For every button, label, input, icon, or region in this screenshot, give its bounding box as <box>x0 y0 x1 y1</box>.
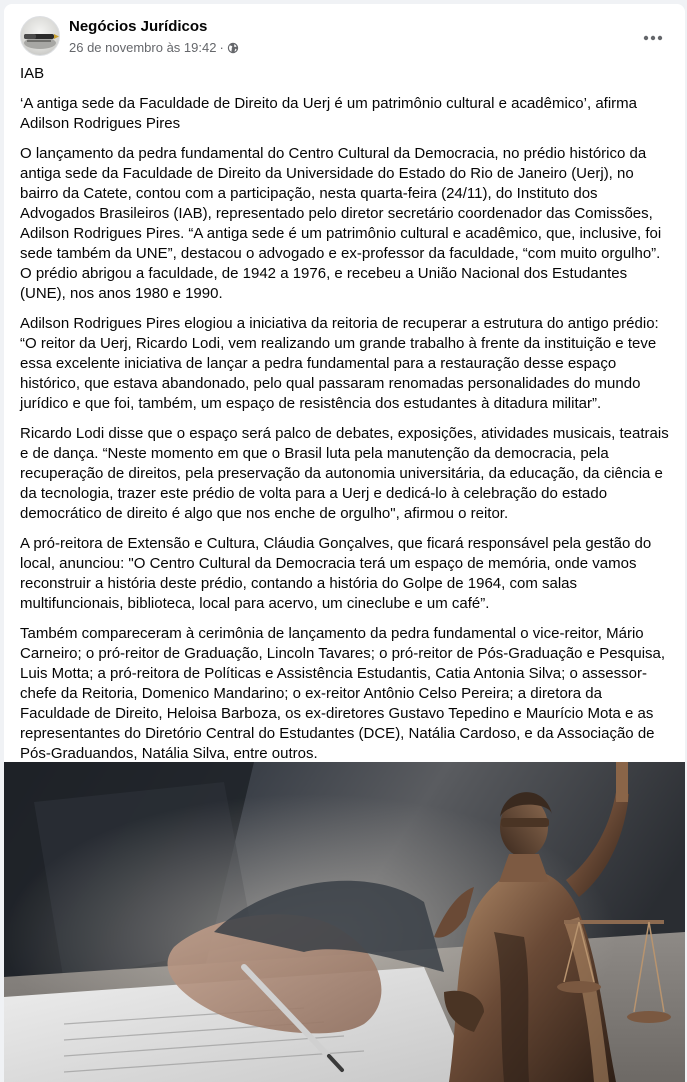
post-header <box>4 4 685 64</box>
globe-icon[interactable] <box>227 42 239 54</box>
post-body <box>20 64 670 774</box>
page-name[interactable]: Negócios Jurídicos <box>69 18 208 35</box>
lady-justice-photo <box>4 762 685 1082</box>
post-paragraph: O lançamento da pedra fundamental do Centro Cultural da Democracia, no prédio histórico da antiga sede da Faculdade de Direito da Universidade do Estado do Rio de Janeiro (Uerj), no bairro da Catete, contou com a participação, nesta quarta-feira (24/11), do Instituto dos Advogados Brasileiros (IAB), representado pelo diretor secretário coordenador das Comissões, Adilson Rodrigues Pires. “A antiga sede é um patrimônio cultural e acadêmico, que, inclusive, foi sede também da UNE”, destacou o advogado e ex-professor da faculdade, “com muito orgulho”. O prédio abrigou a faculdade, de 1942 a 1976, e recebeu a União Nacional dos Estudantes (UNE), nos anos 1980 e 1990. <box>20 145 662 302</box>
post-image[interactable] <box>4 762 685 1082</box>
meta-separator: · <box>219 40 224 55</box>
post-card <box>4 4 685 1082</box>
post-timestamp[interactable]: 26 de novembro às 19:42 <box>69 40 217 55</box>
post-paragraph: Também compareceram à cerimônia de lançamento da pedra fundamental o vice-reitor, Mário Carneiro; o pró-reitor de Graduação, Lincoln Tavares; o pró-reitor de Pós-Graduação e Pesquisa, Luis Motta; a pró-reitora de Políticas e Assistência Estudantis, Catia Antonia Silva; o assessor-chefe da Reitoria, Domenico Mandarino; o ex-reitor Antônio Celso Pereira; a diretora da Faculdade de Direito, Heloisa Barboza, os ex-diretores Gustavo Tepedino e Maurício Mota e as representantes do Diretório Central do Estudantes (DCE), Natália Cardoso, e da Associação de Pós-Graduandos, Natália Silva, entre outros. <box>20 625 666 762</box>
post-paragraph: A pró-reitora de Extensão e Cultura, Cláudia Gonçalves, que ficará responsável pela gestão do local, anunciou: "O Centro Cultural da Democracia terá um espaço de memória, onde vamos reconstruir a história deste prédio, contando a história do Golpe de 1964, com salas multifuncionais, biblioteca, local para acervo, um cineclube e um café”. <box>20 535 652 612</box>
post-meta <box>69 40 239 55</box>
more-options-icon <box>643 35 663 41</box>
more-options-button[interactable] <box>635 20 671 56</box>
pen-logo-icon <box>21 17 59 55</box>
post-paragraph: Ricardo Lodi disse que o espaço será palco de debates, exposições, atividades musicais, teatrais e de dança. “Neste momento em que o Brasil luta pela manutenção da democracia, pela recuperação de direitos, pela preservação da autonomia universitária, da educação, da ciência e da tecnologia, trazer este prédio de volta para a Uerj e dedicá-lo à celebração do estado democrático de direito é algo que nos enche de orgulho", afirmou o reitor. <box>20 425 669 522</box>
post-paragraph: IAB <box>20 65 45 82</box>
page-avatar[interactable] <box>20 16 60 56</box>
post-paragraph: ‘A antiga sede da Faculdade de Direito da Uerj é um patrimônio cultural e acadêmico’, afirma Adilson Rodrigues Pires <box>20 95 637 132</box>
post-paragraph: Adilson Rodrigues Pires elogiou a iniciativa da reitoria de recuperar a estrutura do antigo prédio: “O reitor da Uerj, Ricardo Lodi, vem realizando um grande trabalho à frente da instituição e teve essa excelente iniciativa de lançar a pedra fundamental para a restauração desse espaço histórico, que estava abandonado, pelo qual passaram renomadas personalidades do mundo jurídico e que foi, também, um espaço de resistência dos estudantes à ditadura militar”. <box>20 315 659 412</box>
